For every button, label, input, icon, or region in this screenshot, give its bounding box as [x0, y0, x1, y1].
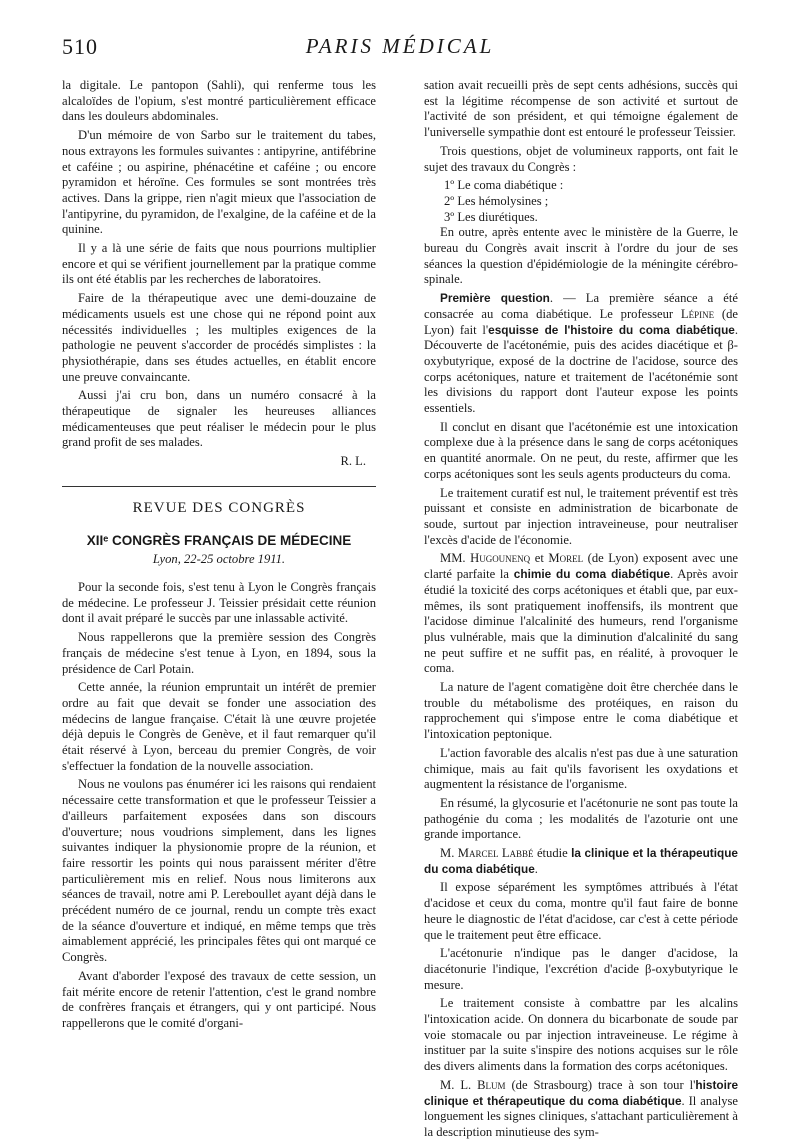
paragraph: Aussi j'ai cru bon, dans un numéro consacré à la thérapeutique de signaler les heureuses alliances médicamenteuses que peut réaliser le médecin pour le plus grand profit de ses malades. [62, 388, 376, 450]
text: M. [440, 1077, 461, 1092]
author-name: Lépine [680, 306, 715, 321]
paragraph: Le traitement curatif est nul, le traitement préventif est très puissant et consiste en administration de bicarbonate de soude, surtout par injection intraveineuse, pour neutraliser l'excès d'acide de l'économie. [424, 485, 738, 547]
congres-title: XIIᵉ CONGRÈS FRANÇAIS DE MÉDECINE [86, 532, 352, 548]
paragraph: Le traitement consiste à combattre par les alcalins l'intoxication acide. On donnera du bicarbonate de soude par voie stomacale ou par injection intraveineuse. Le régime à instituer par la suite s'inspire des notions acquises sur le rôle des divers aliments dans la formation des corps acétoniques. [424, 996, 738, 1074]
page-header [0, 34, 800, 68]
congres-dates: Lyon, 22-25 octobre 1911. [152, 552, 286, 567]
author-name: Marcel Labbé [457, 846, 534, 861]
text: . Découverte de l'acétonémie, puis des acides diacétique et β-oxybutyrique, exposé de la doctrine de l'acidose, source des corps acétoniques, nature et traitement de l'acétonémie sont les divisions du rapport dont l'auteur expose les points essentiels. [424, 322, 738, 416]
paragraph: Il conclut en disant que l'acétonémie est une intoxication complexe due à la présence dans le sang de corps acétoniques en quantité anormale. On ne peut, du reste, affirmer que les corps acétoniques sont les seuls agents producteurs du coma. [424, 419, 738, 481]
paragraph: Avant d'aborder l'exposé des travaux de cette session, un fait mérite encore de retenir l'attention, c'est le grand nombre de confrères français et étrangers, qui y ont participé. Nous rappellerons que le comité d'organi- [62, 968, 376, 1030]
paragraph: La nature de l'agent comatigène doit être cherchée dans le trouble du métabolisme des protéiques, en raison du rapprochement qui s'impose entre le coma diabétique et l'intoxication peptonique. [424, 680, 738, 742]
divider [62, 486, 376, 487]
paragraph: Il expose séparément les symptômes attribués à l'état d'acidose et ceux du coma, montre qu'il faut faire de bonne heure le diagnostic de l'état d'acidose, car c'est à cette période que le traitement peut être efficace. [424, 880, 738, 942]
paragraph: sation avait recueilli près de sept cents adhésions, succès qui est la légitime récompense de son activité et surtout de l'activité de son président, et qui témoigne également de l'universelle sympathie dont est entouré le professeur Teissier. [424, 78, 738, 140]
text: (de Strasbourg) trace à son tour l' [505, 1077, 696, 1092]
paragraph: En outre, après entente avec le ministère de la Guerre, le bureau du Congrès avait inscrit à l'ordre du jour de ses séances la question d'épidémiologie de la méningite cérébro-spinale. [424, 225, 738, 287]
paragraph: Trois questions, objet de volumineux rapports, ont fait le sujet des travaux du Congrès : [424, 143, 738, 174]
author-name: Morel [548, 551, 584, 566]
author-name: Hugounenq [470, 551, 531, 566]
list-item: 1º Le coma diabétique : [444, 178, 564, 193]
page-number: 510 [62, 34, 98, 59]
text: . [534, 861, 538, 876]
paragraph: Nous rappellerons que la première session des Congrès français de médecine s'est tenue à Lyon, en 1894, sous la présidence de Carl Potain. [62, 630, 376, 676]
left-column [62, 78, 376, 1035]
list-item: 3º Les diurétiques. [444, 209, 538, 224]
bold-heading: Première question [440, 291, 550, 306]
right-column [424, 78, 738, 1144]
paragraph [424, 551, 738, 677]
text: et [530, 551, 549, 566]
text: M. [440, 846, 458, 861]
list-item: 2º Les hémolysines ; [444, 193, 549, 208]
paragraph: Il y a là une série de faits que nous pourrions multiplier encore et qui se vérifient journellement par la pratique comme ils ont été établis par les recherches de laboratoires. [62, 241, 376, 287]
author-name: L. Blum [460, 1077, 506, 1092]
bold-topic: la clinique et la thérapeutique du coma diabétique [424, 846, 738, 876]
paragraph: L'action favorable des alcalis n'est pas due à une saturation chimique, mais au fait qu'ils favorisent les oxydations et augmentent la résistance de l'organisme. [424, 745, 738, 792]
text: (de Lyon) exposent avec une clarté parfaite la [424, 551, 738, 582]
paragraph: Nous ne voulons pas énumérer ici les raisons qui rendaient nécessaire cette transformation et que le professeur Teissier a d'ailleurs parfaitement exposées dans son discours d'ouverture; nous voudrions simplement, dans les lignes suivantes indiquer la physionomie propre de la réunion, et faire ressortir les points qui nous paraissent mériter d'être particulièrement mis en relief. Nous nous limiterons aux séances de travail, notre ami P. Lereboullet ayant déjà dans le précédent numéro de ce journal, rendu un compte très exact de la séance d'ouverture et indiqué, en même temps que très aimablement apprécié, les principales fêtes qui ont marqué ce Congrès. [62, 777, 376, 965]
paragraph: Cette année, la réunion empruntait un intérêt de premier ordre au fait que devait se fonder une association des médecins de langue française. C'était là une œuvre projetée déjà depuis le Congrès de Genève, et il faut remarquer qu'il était réservé à Lyon, berceau du premier Congrès, de voir s'effectuer la fondation de la nouvelle association. [62, 680, 376, 773]
paragraph: En résumé, la glycosurie et l'acétonurie ne sont pas toute la pathogénie du coma ; les modalités de l'azoturie ont une grande importance. [424, 795, 738, 842]
paragraph: L'acétonurie n'indique pas le danger d'acidose, la diacétonurie l'indique, l'excrétion d'acide β-oxybutyrique le mesure. [424, 946, 738, 992]
text: . Il analyse longuement les signes cliniques, s'attachant particulièrement à la description minutieuse des sym- [424, 1093, 738, 1139]
paragraph: Faire de la thérapeutique avec une demi-douzaine de médicaments usuels est une chose qui ne répond point aux nécessités individuelles ; les multiples exigences de la pathologie ne peuvent s'accorder de procédés simplistes : la physiothérapie, dans ses études actuelles, en établit encore une preuve convaincante. [62, 291, 376, 384]
text: . — La première séance a été consacrée au coma diabétique. Le professeur [424, 291, 738, 321]
text: . Après avoir étudié la toxicité des corps acétoniques et établi que, par eux-mêmes, ils sont pratiquement inoffensifs, ils montrent que l'acidose diminue l'alcalinité des humeurs, rend l'organisme plus vulnérable, mais que la diminution d'alcalinité du sang ne peut suffire et ne suffit pas, en réalité, à provoquer le coma. [424, 567, 738, 676]
bold-topic: esquisse de l'histoire du coma diabétique [488, 322, 735, 337]
bold-topic: chimie du coma diabétique [513, 567, 671, 582]
section-title: REVUE DES CONGRÈS [132, 499, 306, 516]
signature: R. L. [340, 454, 366, 469]
paragraph: D'un mémoire de von Sarbo sur le traitement du tabes, nous extrayons les formules suivantes : antipyrine, antifébrine et caféine ; ou aspirine, phénacétine et caféine ; ou encore pyramidon et héroïne. Ces formules se sont montrées très actives. Dans la grippe, rien n'agit mieux que l'association de l'antipyrine, du pyramidon, de l'exalgine, de la caféine et de la quinine. [62, 128, 376, 237]
paragraph [424, 846, 738, 877]
paragraph [424, 291, 738, 417]
bold-topic: histoire clinique et thérapeutique du coma diabétique [424, 1077, 739, 1108]
text: MM. [440, 551, 471, 566]
text: (de Lyon) fait l' [424, 306, 739, 337]
paragraph [424, 1078, 738, 1141]
journal-title: PARIS MÉDICAL [305, 34, 495, 58]
text: étudie [533, 846, 572, 861]
paragraph: la digitale. Le pantopon (Sahli), qui renferme tous les alcaloïdes de l'opium, s'est montré particulièrement efficace dans les douleurs abdominales. [62, 78, 376, 124]
paragraph: Pour la seconde fois, s'est tenu à Lyon le Congrès français de médecine. Le professeur J. Teissier présidait cette réunion dont il avait préparé le succès par une inlassable activité. [62, 579, 376, 626]
